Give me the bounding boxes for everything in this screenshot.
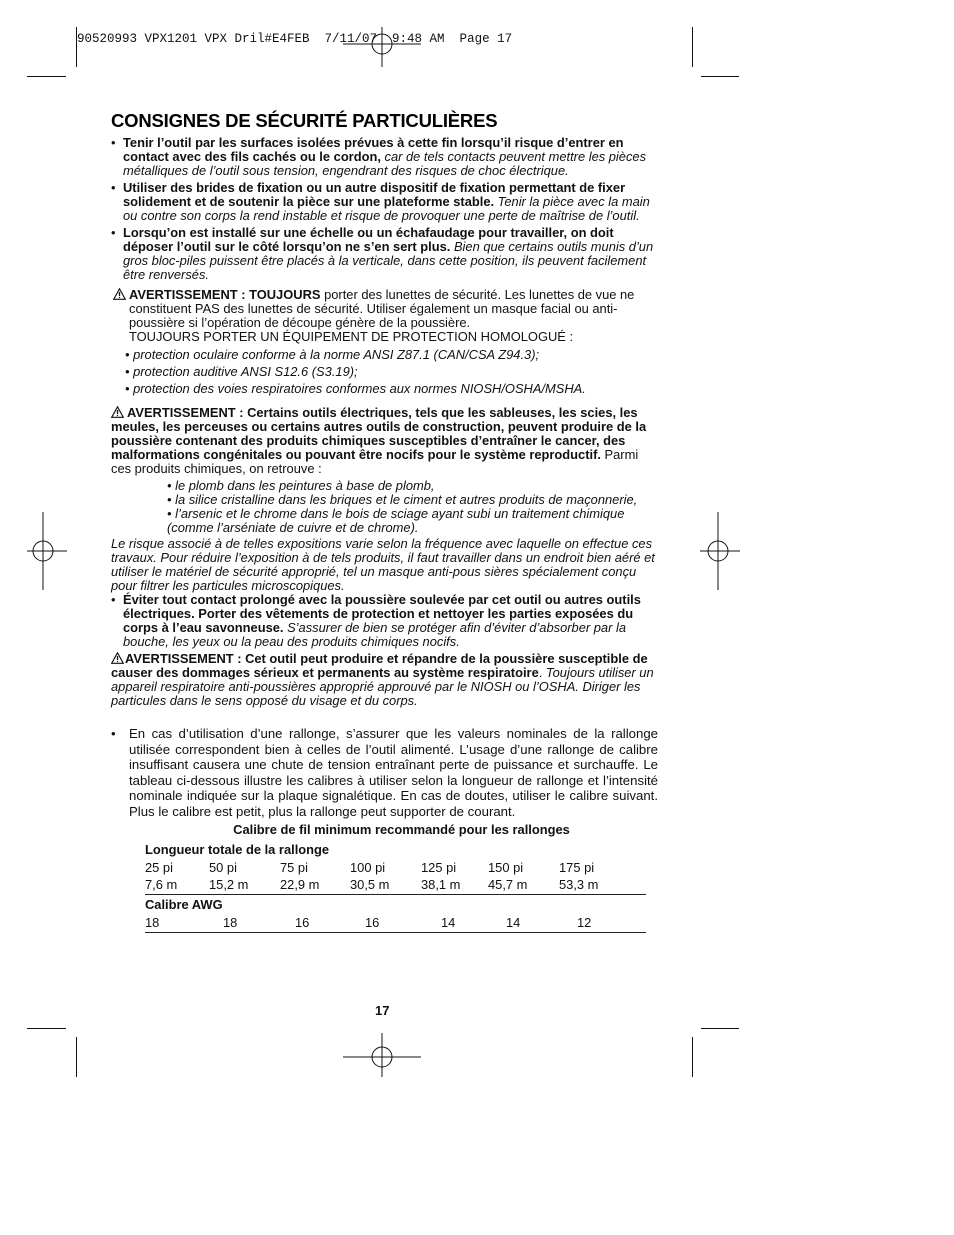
crop-mark-bottom-left-vertical [76, 1037, 77, 1077]
gauge-table [145, 841, 646, 933]
table-cell: 14 [441, 914, 456, 930]
bullet-dot: • [111, 135, 116, 150]
table-header-row [145, 896, 646, 914]
table-cell: 12 [577, 914, 592, 930]
bullet-dot: • [111, 225, 116, 240]
table-cell: 175 pi [559, 859, 595, 875]
table-title: Calibre de fil minimum recommandé pour les rallonges [233, 821, 570, 837]
warning-dust-chemicals [111, 406, 658, 476]
table-cell: 16 [365, 914, 380, 930]
bullet-italic-text: Bien que certains outils munis d’un gros bloc-piles puissent être placés à la verticale, dans cette position, ils peuvent facilement être renversés. [123, 239, 654, 282]
list-item: • protection des voies respiratoires conformes aux normes NIOSH/OSHA/MSHA. [125, 381, 586, 396]
bullet-dot: • [111, 180, 116, 195]
bullet-bold-text: Lorsqu’on est installé sur une échelle ou un échafaudage pour travailler, on doit déposer l’outil sur le côté lorsqu’on ne s’en sert plus. [123, 225, 614, 254]
table-cell: 75 pi [280, 859, 308, 875]
bullet-italic-text: Tenir la pièce avec la main ou contre son corps la rend instable et risque de provoquer une perte de maîtrise de l’outil. [123, 194, 650, 223]
bullet-italic-text: car de tels contacts peuvent mettre les pièces métalliques de l’outil sous tension, engendrant des risques de choc électrique. [123, 149, 647, 178]
table-divider [145, 894, 646, 895]
table-cell: 15,2 m [209, 876, 249, 892]
table-row-meters [145, 876, 646, 893]
table-cell: 45,7 m [488, 876, 528, 892]
list-item: • le plomb dans les peintures à base de plomb, [167, 478, 435, 493]
table-cell: 22,9 m [280, 876, 320, 892]
bullet-italic-text: S’assurer de bien se protéger afin d’éviter d’absorber par la bouche, les yeux ou la peau des produits chimiques nocifs. [123, 620, 627, 649]
table-divider [145, 932, 646, 933]
crop-mark-top-right-vertical [692, 27, 693, 67]
warning-text: porter des lunettes de sécurité. Les lunettes de vue ne constituent PAS des lunettes de sécurité. Utiliser également un masque facial ou anti-poussière si l’opération de découpe génère de la poussière. [129, 287, 635, 330]
table-cell: 150 pi [488, 859, 524, 875]
table-cell: 100 pi [350, 859, 386, 875]
extension-cord-paragraph [111, 726, 658, 820]
chemicals-list [167, 479, 658, 535]
warning-respiratory [111, 652, 658, 708]
warning-heading: AVERTISSEMENT : TOUJOURS [129, 287, 321, 302]
table-row-feet [145, 859, 646, 876]
crop-mark-top-left-horizontal [27, 76, 66, 77]
crop-mark-bottom-right-horizontal [701, 1028, 739, 1029]
registration-mark-icon [700, 512, 740, 590]
table-cell: 7,6 m [145, 876, 178, 892]
bullet-bold-text: Tenir l’outil par les surfaces isolées prévues à cette fin lorsqu’il risque d’entrer en contact avec des fils cachés ou le cordon, [123, 135, 624, 164]
warning-triangle-icon [111, 406, 124, 418]
crop-mark-bottom-left-horizontal [27, 1028, 66, 1029]
table-row-gauges [145, 914, 646, 931]
printer-slug: 90520993 VPX1201 VPX Dril#E4FEB 7/11/07 9:48 AM Page 17 [77, 32, 513, 46]
table-cell: 125 pi [421, 859, 457, 875]
crop-mark-top-left-vertical [76, 27, 77, 67]
gauge-header: Calibre AWG [145, 896, 223, 912]
warning-triangle-icon [113, 288, 126, 300]
warning-triangle-icon [111, 652, 124, 664]
warning-heading: AVERTISSEMENT : Certains outils électriques, tels que les sableuses, les scies, les meules, les perceuses ou certains autres outils de construction, peuvent produire de la poussière contenant des produits chimiques susceptibles d’entraîner le cancer, des malformations congénitales ou pouvant être nocifs pour le système reproductif. [111, 405, 647, 462]
bullet-bold-text: Utiliser des brides de fixation ou un autre dispositif de fixation permettant de fixer solidement et de soutenir la pièce sur une plateforme stable. [123, 180, 626, 209]
safety-bullet [111, 593, 658, 649]
length-header: Longueur totale de la rallonge [145, 841, 330, 857]
list-item: • l’arsenic et le chrome dans le bois de sciage ayant subi un traitement chimique (comme l’arséniate de cuivre et de chrome). [167, 506, 625, 535]
table-cell: 18 [145, 914, 160, 930]
warning-heading: AVERTISSEMENT : Cet outil peut produire et répandre de la poussière susceptible de causer des dommages sérieux et permanents au système respiratoire [111, 651, 648, 680]
registration-mark-icon [343, 1033, 421, 1077]
table-cell: 30,5 m [350, 876, 390, 892]
bullet-bold-text: Éviter tout contact prolongé avec la poussière soulevée par cet outil ou autres outils électriques. Porter des vêtements de protection et nettoyer les parties exposées du corps à l’eau savonneuse. [123, 592, 641, 635]
crop-mark-bottom-right-vertical [692, 1037, 693, 1077]
table-cell: 50 pi [209, 859, 237, 875]
list-item: • protection auditive ANSI S12.6 (S3.19); [125, 364, 358, 379]
list-item: • protection oculaire conforme à la norme ANSI Z87.1 (CAN/CSA Z94.3); [125, 347, 540, 362]
table-cell: 16 [295, 914, 310, 930]
warning-glasses [111, 288, 658, 344]
bullet-dot: • [111, 726, 116, 741]
page-content [111, 110, 658, 934]
safety-bullet [111, 181, 658, 223]
table-cell: 53,3 m [559, 876, 599, 892]
cord-text: En cas d’utilisation d’une rallonge, s’assurer que les valeurs nominales de la rallonge utilisée correspondent bien à celles de l’outil alimenté. L’usage d’une rallonge de calibre insuffisant causera une chute de tension entraînant perte de puissance et surchauffe. Le tableau ci-dessous illustre les calibres à utiliser selon la longueur de rallonge et l’intensité nominale indiquée sur la plaque signalétique. En cas de doutes, utiliser le calibre suivant. Plus le calibre est petit, plus la rallonge peut supporter de courant. [129, 726, 658, 819]
bullet-dot: • [111, 592, 116, 607]
table-cell: 14 [506, 914, 521, 930]
protection-heading: TOUJOURS PORTER UN ÉQUIPEMENT DE PROTECTION HOMOLOGUÉ : [129, 329, 574, 344]
table-header-row [145, 841, 646, 859]
page-title: CONSIGNES DE SÉCURITÉ PARTICULIÈRES [111, 110, 498, 131]
safety-bullet [111, 136, 658, 178]
table-cell: 18 [223, 914, 238, 930]
warning-period: . [538, 665, 543, 680]
warning-italic-text: Toujours utiliser un appareil respiratoire anti-poussières approprié approuvé par le NIOSH ou l’OSHA. Diriger les particules dans le sens opposé du visage et du corps. [111, 665, 654, 708]
crop-mark-top-right-horizontal [701, 76, 739, 77]
list-item: • la silice cristalline dans les briques et le ciment et autres produits de maçonnerie, [167, 492, 638, 507]
safety-bullet [111, 226, 658, 282]
registration-mark-icon [343, 27, 421, 69]
risk-paragraph: Le risque associé à de telles expositions varie selon la fréquence avec laquelle on effectue ces travaux. Pour réduire l’exposition à de tels produits, il faut travailler dans un endroit bien aéré et utiliser le matériel de sécurité approprié, tel un masque anti-pous sières spécialement conçu pour filtrer les particules microscopiques. [111, 536, 655, 593]
table-cell: 38,1 m [421, 876, 461, 892]
protection-list [125, 348, 658, 396]
table-cell: 25 pi [145, 859, 173, 875]
warning-text: Parmi ces produits chimiques, on retrouve : [111, 447, 639, 476]
registration-mark-icon [27, 512, 67, 590]
page-number: 17 [375, 1003, 390, 1018]
